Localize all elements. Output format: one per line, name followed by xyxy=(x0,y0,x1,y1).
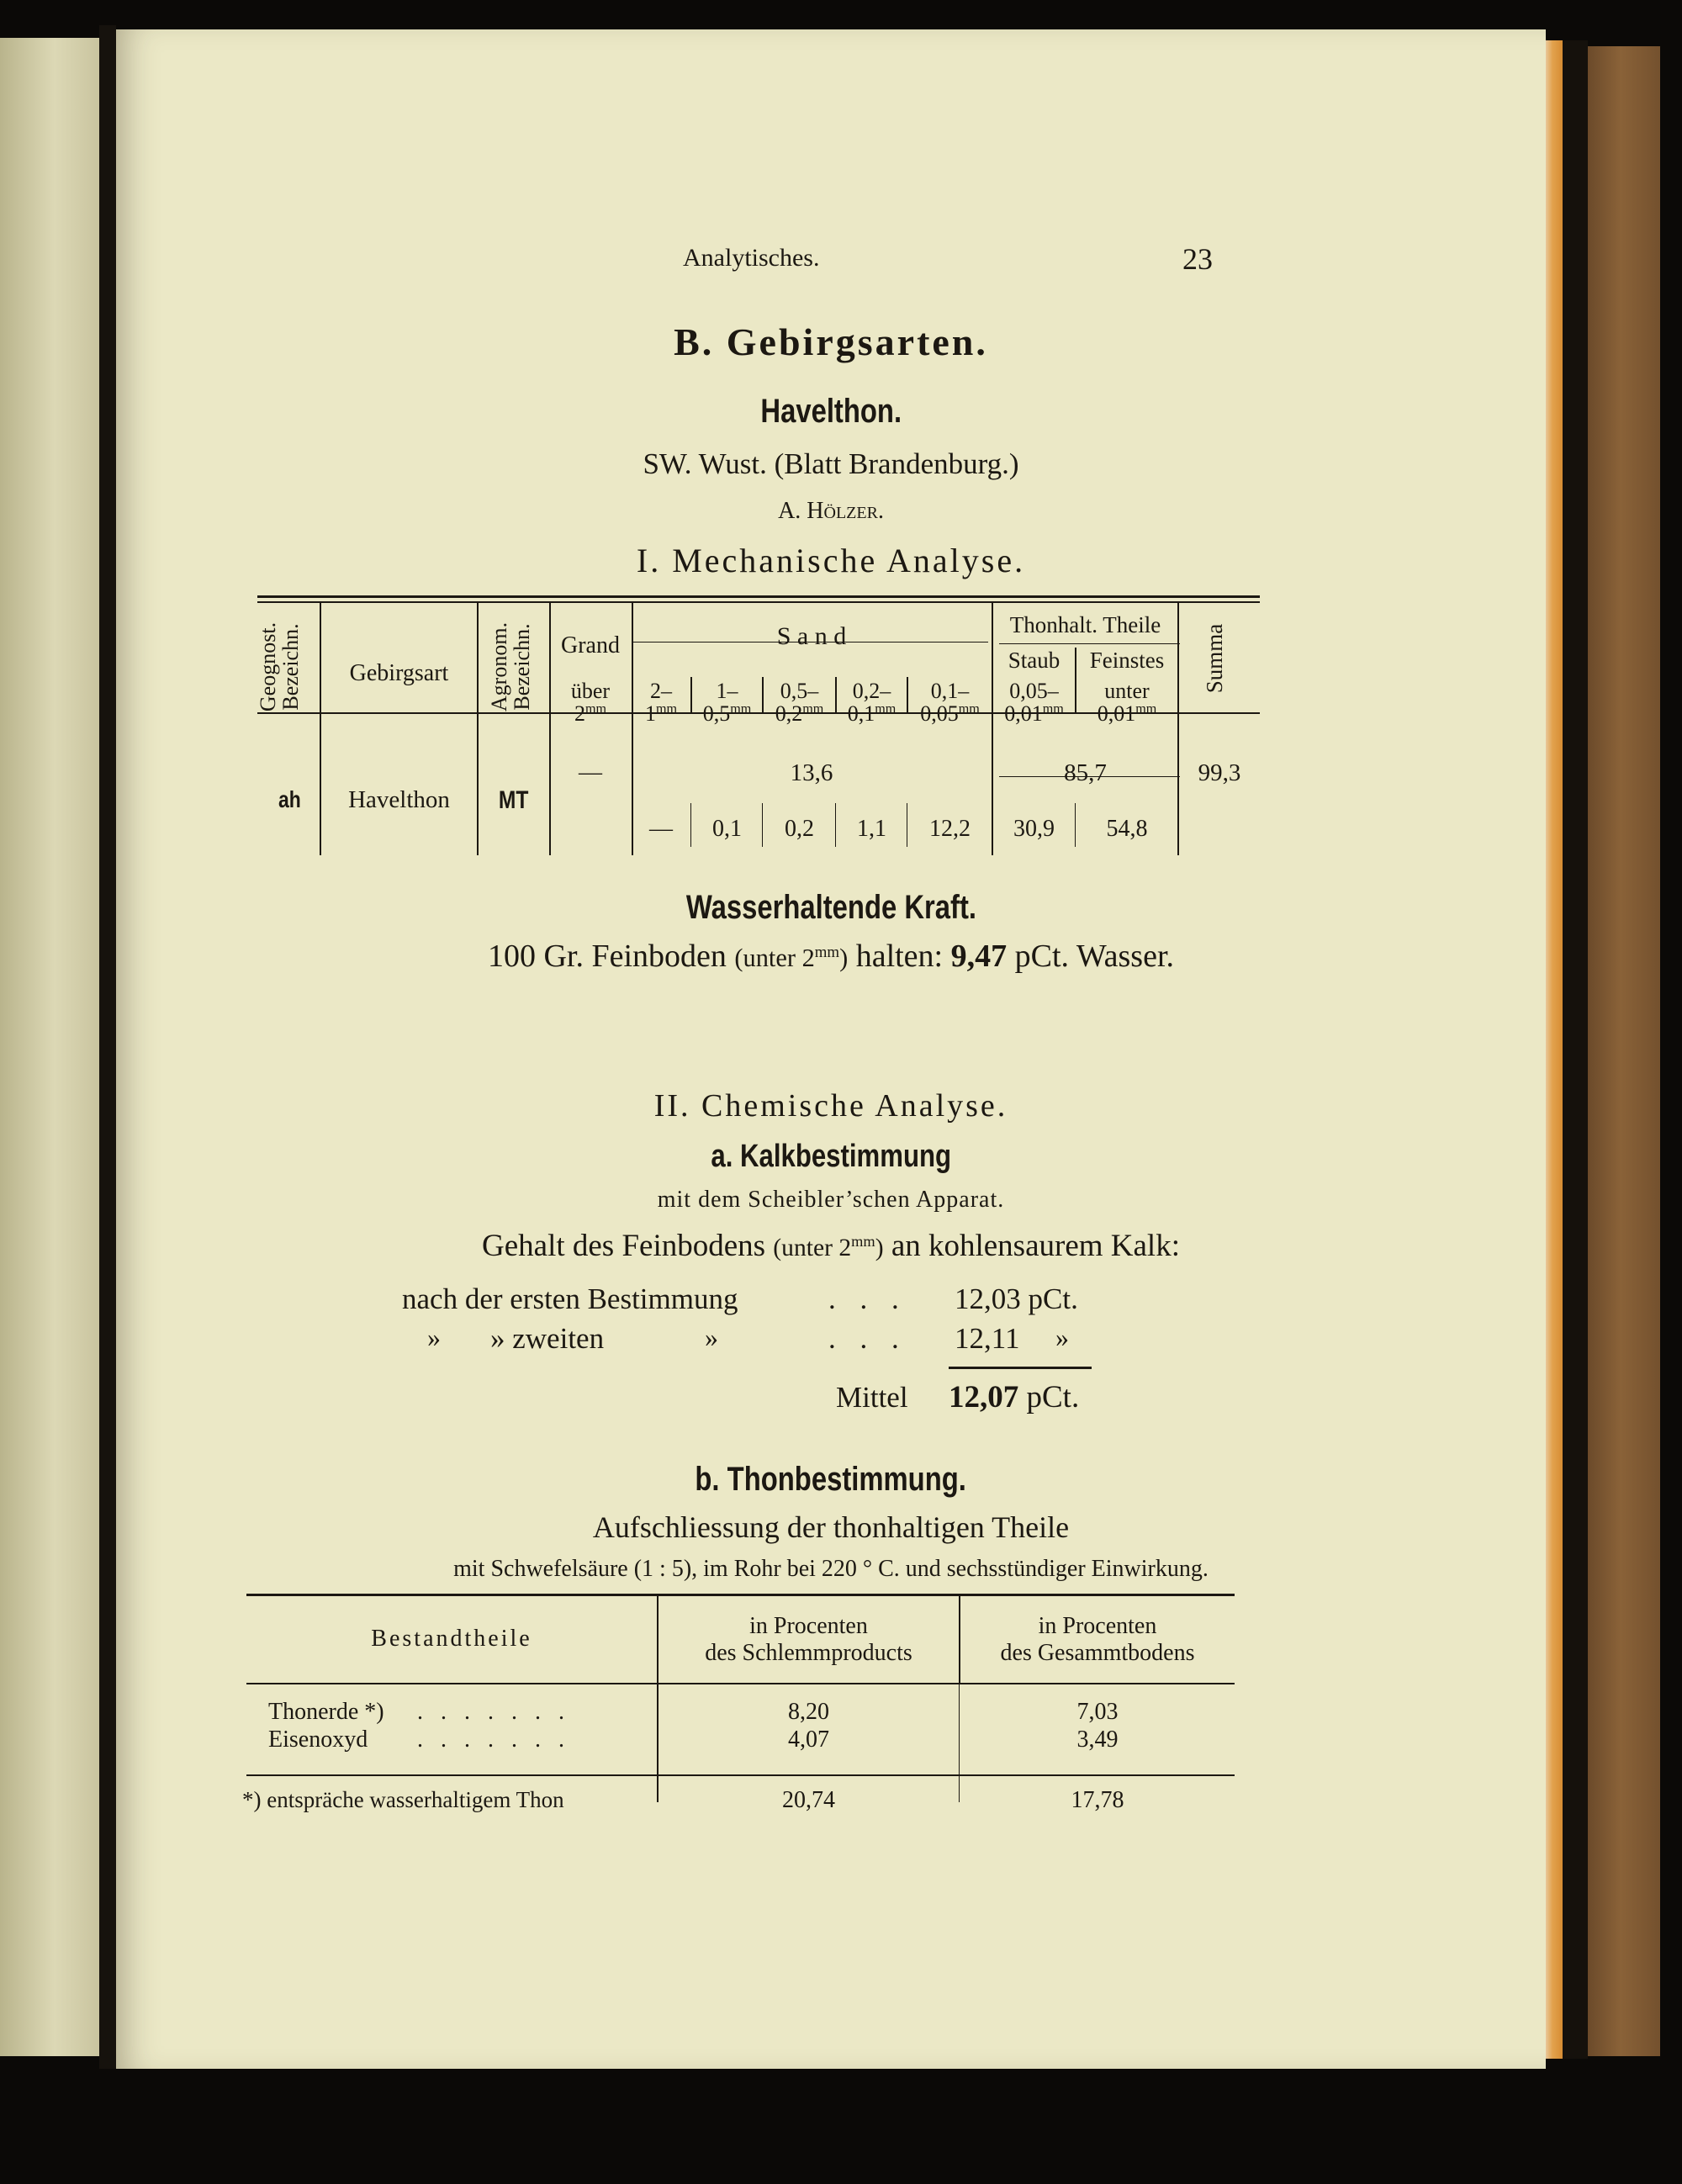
water-title-text: Wasserhaltende Kraft. xyxy=(685,889,976,926)
kalk-first-label: nach der ersten Bestimmung xyxy=(402,1282,738,1315)
thon-header-col2-line1: in Procenten xyxy=(749,1613,868,1639)
staub-sub xyxy=(993,680,1075,726)
summa-value: 99,3 xyxy=(1198,759,1241,786)
section-title: B. Gebirgsarten. xyxy=(674,320,988,363)
kalk-paren-pre: (unter 2 xyxy=(773,1235,852,1261)
feinstes-sub-unit: mm xyxy=(1135,701,1157,717)
row-geognost-value: ah xyxy=(278,786,301,812)
kalk-title-text: a. Kalkbestimmung xyxy=(711,1139,951,1174)
water-line-pre: 100 Gr. Feinboden xyxy=(487,939,727,974)
thon-detail: mit Schwefelsäure (1 : 5), im Rohr bei 220 ° C. und sechsstündiger Einwirkung. xyxy=(453,1556,1209,1582)
thon-header-col3-line2: des Gesammtbodens xyxy=(1000,1640,1195,1667)
sand-sub-5-bot xyxy=(908,702,992,725)
sand-value-5: 12,2 xyxy=(929,816,971,842)
kalk-paren-post: ) xyxy=(875,1235,884,1261)
thon-row-1-a: 8,20 xyxy=(788,1699,829,1725)
kalk-mittel-label: Mittel xyxy=(836,1381,908,1414)
water-title xyxy=(116,887,1546,927)
thon-row-1-name: Thonerde *) xyxy=(268,1699,384,1725)
page-stack-shadow xyxy=(1563,40,1588,2059)
header-grand: Grand xyxy=(561,632,620,658)
water-paren-pre: (unter 2 xyxy=(734,944,815,972)
sand-total: 13,6 xyxy=(790,759,833,786)
water-paren-unit: mm xyxy=(814,943,840,961)
header-thon: Thonhalt. Theile xyxy=(1009,612,1161,637)
header-staub: Staub xyxy=(1008,648,1061,673)
header-grand-sub-text: über xyxy=(570,679,611,703)
header-agronom-line1: Agronom. xyxy=(487,621,511,712)
sand-sub-5-top: 0,1– xyxy=(930,679,970,703)
sand-sub-1-value: 1 xyxy=(644,701,656,727)
feinstes-sub-bot xyxy=(1076,702,1177,725)
header-gebirgsart: Gebirgsart xyxy=(349,660,449,686)
thon-footer-name: *) entspräche wasserhaltigem Thon xyxy=(242,1787,564,1812)
row-geognost xyxy=(259,786,320,814)
sand-sub-1-top: 2– xyxy=(650,679,672,703)
staub-sub-value: 0,01 xyxy=(1004,701,1043,727)
thon-title xyxy=(116,1459,1546,1499)
kalk-second-unit: » xyxy=(1055,1322,1069,1352)
header-agronom xyxy=(488,612,538,722)
kalk-first-dots: . . . xyxy=(828,1282,907,1315)
kalk-second-dots: . . . xyxy=(828,1322,907,1355)
kalk-mittel-unit: pCt. xyxy=(1026,1380,1080,1415)
sand-sub-3-bot xyxy=(764,702,835,725)
grand-size-value: 2 xyxy=(574,701,585,727)
thon-total: 85,7 xyxy=(1064,759,1107,786)
sand-sub-4-bot xyxy=(837,702,907,725)
soil-title xyxy=(116,391,1546,431)
row-agronom xyxy=(479,786,549,815)
thon-title-text: b. Thonbestimmung. xyxy=(695,1461,967,1498)
staub-sub-top: 0,05– xyxy=(1009,679,1059,703)
thon-header-col3 xyxy=(960,1613,1235,1667)
kalk-second-label-a: » xyxy=(427,1322,441,1352)
book-page xyxy=(116,29,1546,2069)
feinstes-value: 54,8 xyxy=(1106,816,1148,842)
page-number: 23 xyxy=(1182,242,1213,276)
water-line-post: pCt. Wasser. xyxy=(1014,939,1175,974)
thon-row-2-b: 3,49 xyxy=(1076,1727,1119,1753)
sand-sub-1-unit: mm xyxy=(655,701,678,717)
thon-row-2-a: 4,07 xyxy=(788,1727,829,1753)
thon-footer-b: 17,78 xyxy=(1071,1787,1124,1813)
kalk-intro-paren xyxy=(773,1235,883,1261)
sand-sub-2-top: 1– xyxy=(716,679,738,703)
feinstes-sub-value: 0,01 xyxy=(1097,701,1136,727)
kalk-mittel-number: 12,07 xyxy=(949,1380,1019,1415)
running-title: Analytisches. xyxy=(683,244,820,272)
location-line: SW. Wust. (Blatt Brandenburg.) xyxy=(643,447,1019,480)
mech-title: I. Mechanische Analyse. xyxy=(636,542,1026,579)
sand-value-1: — xyxy=(649,816,673,842)
sand-sub-5 xyxy=(908,680,992,726)
header-geognost xyxy=(257,612,307,722)
analyst-name: A. Hölzer. xyxy=(778,498,884,524)
kalk-sum-rule xyxy=(949,1367,1092,1369)
sand-sub-2-unit: mm xyxy=(730,701,752,717)
water-line xyxy=(116,938,1546,975)
sand-sub-4-top: 0,2– xyxy=(852,679,891,703)
staub-sub-bot xyxy=(993,702,1075,725)
staub-sub-unit: mm xyxy=(1042,701,1064,717)
staub-value: 30,9 xyxy=(1013,816,1055,842)
sand-sub-2-value: 0,5 xyxy=(702,701,731,727)
sand-value-3: 0,2 xyxy=(785,816,814,842)
sand-sub-3-value: 0,2 xyxy=(775,701,803,727)
header-geognost-line1: Geognost. xyxy=(256,621,280,712)
sand-value-2: 0,1 xyxy=(712,816,742,842)
water-paren-post: ) xyxy=(839,944,849,972)
water-line-value: 9,47 xyxy=(950,939,1008,974)
header-grand-size xyxy=(549,702,632,725)
header-grand-sub xyxy=(549,680,632,726)
thon-header-col3-line1: in Procenten xyxy=(1038,1613,1157,1639)
feinstes-sub-top: unter xyxy=(1104,679,1150,703)
row-grand: — xyxy=(579,759,602,785)
thon-header-col2-line2: des Schlemmproducts xyxy=(705,1640,912,1667)
sand-sub-2-bot xyxy=(692,702,762,725)
sand-sub-3 xyxy=(764,680,835,726)
kalk-second-value: 12,11 xyxy=(955,1322,1020,1355)
thon-footer-a: 20,74 xyxy=(782,1787,835,1813)
thon-subtitle: Aufschliessung der thonhaltigen Theile xyxy=(592,1510,1070,1544)
row-agronom-value: MT xyxy=(499,786,529,814)
book-gutter xyxy=(99,25,116,2069)
left-page-edge xyxy=(0,38,99,2056)
kalk-intro-post: an kohlensaurem Kalk: xyxy=(891,1229,1180,1263)
kalk-second-label-b: » zweiten xyxy=(490,1322,605,1355)
sand-sub-1 xyxy=(632,680,690,726)
sand-sub-1-bot xyxy=(632,702,690,725)
row-gebirgsart: Havelthon xyxy=(348,786,450,813)
thon-row-1-b: 7,03 xyxy=(1076,1699,1119,1725)
kalk-subtitle: mit dem Scheibler’schen Apparat. xyxy=(657,1187,1005,1213)
water-line-mid: halten: xyxy=(855,939,944,974)
kalk-intro xyxy=(116,1228,1546,1264)
sand-sub-5-unit: mm xyxy=(958,701,980,717)
sand-sub-4-value: 0,1 xyxy=(847,701,875,727)
sand-sub-3-unit: mm xyxy=(802,701,824,717)
kalk-title xyxy=(116,1138,1546,1175)
kalk-first-value: 12,03 pCt. xyxy=(955,1282,1078,1315)
kalk-intro-pre: Gehalt des Feinbodens xyxy=(482,1229,766,1263)
header-sand: S a n d xyxy=(776,622,847,650)
header-geognost-line2: Bezeichn. xyxy=(278,623,304,711)
header-summa: Summa xyxy=(1202,623,1227,694)
soil-title-text: Havelthon. xyxy=(760,393,902,430)
sand-sub-3-top: 0,5– xyxy=(780,679,819,703)
thon-header-bestandtheile: Bestandtheile xyxy=(371,1626,532,1652)
book-cover xyxy=(1588,46,1660,2056)
thon-row-1-dots: . . . . . . . xyxy=(417,1699,570,1725)
sand-sub-4-unit: mm xyxy=(875,701,897,717)
water-line-paren xyxy=(734,944,848,972)
thon-header-col2 xyxy=(659,1613,959,1667)
header-agronom-line2: Bezeichn. xyxy=(510,623,535,711)
feinstes-sub xyxy=(1076,680,1177,726)
sand-sub-4 xyxy=(837,680,907,726)
thon-row-2-dots: . . . . . . . xyxy=(417,1727,570,1753)
sand-sub-5-value: 0,05 xyxy=(920,701,959,727)
sand-value-4: 1,1 xyxy=(857,816,886,842)
kalk-paren-unit: mm xyxy=(851,1233,875,1251)
chem-title: II. Chemische Analyse. xyxy=(653,1088,1008,1124)
grand-size-unit: mm xyxy=(584,701,607,717)
thon-row-2-name: Eisenoxyd xyxy=(268,1727,368,1753)
page-stack-edge xyxy=(1546,40,1563,2059)
kalk-second-label-c: » xyxy=(705,1322,718,1352)
kalk-mittel-value xyxy=(949,1379,1079,1415)
sand-sub-2 xyxy=(692,680,762,726)
header-feinstes: Feinstes xyxy=(1089,648,1165,673)
